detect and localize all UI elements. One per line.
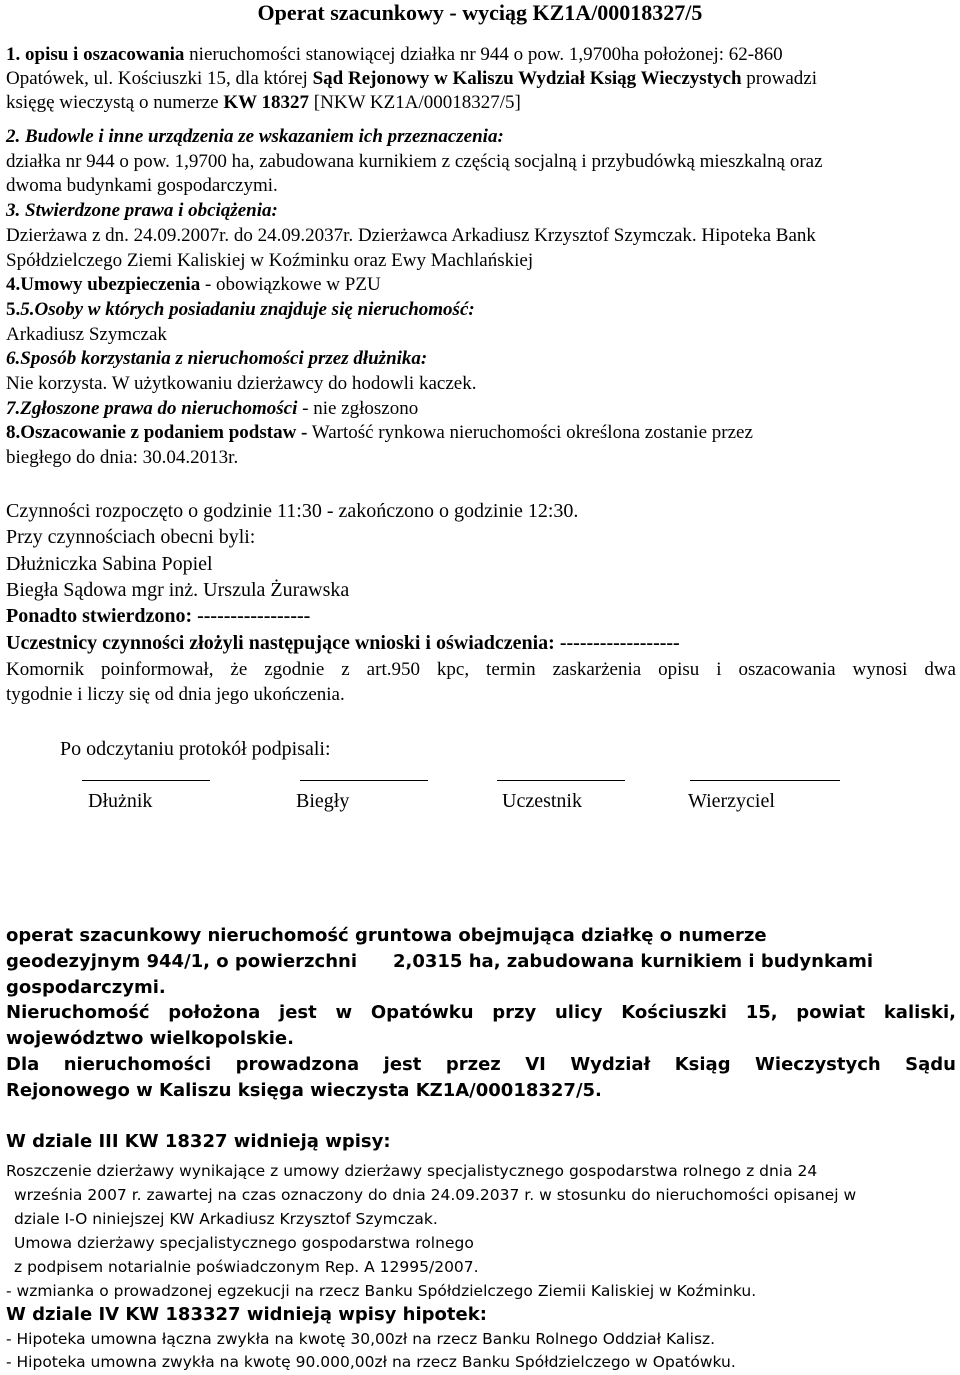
- section-1-text: nieruchomości stanowiącej działka nr 944 o pow. 1,9700ha położonej: 62-860: [184, 44, 783, 65]
- signature-label-expert: Biegły: [296, 790, 350, 812]
- section-7-text: - nie zgłoszono: [297, 398, 419, 419]
- signature-line-creditor: [690, 780, 840, 781]
- summary-line-3: gospodarczymi.: [6, 977, 166, 998]
- section-3-heading: 3. Stwierdzone prawa i obciążenia:: [6, 200, 278, 221]
- section-2-heading: 2. Budowle i inne urządzenia ze wskazaniem ich przeznaczenia:: [6, 126, 504, 147]
- signature-label-participant: Uczestnik: [502, 790, 582, 812]
- section-8: [6, 422, 753, 444]
- summary-line-4: Nieruchomość położona jest w Opatówku przy ulicy Kościuszki 15, powiat kaliski,: [6, 1002, 956, 1023]
- summary-line-6: Dla nieruchomości prowadzona jest przez VI Wydział Ksiąg Wieczystych Sądu: [6, 1054, 956, 1075]
- section-8-line-2: biegłego do dnia: 30.04.2013r.: [6, 447, 239, 468]
- section-7-heading: 7.Zgłoszone prawa do nieruchomości: [6, 398, 298, 419]
- section-5-text: Arkadiusz Szymczak: [6, 324, 167, 345]
- present-expert: Biegła Sądowa mgr inż. Urszula Żurawska: [6, 579, 350, 601]
- section-7: [6, 398, 418, 420]
- summary-line-5: województwo wielkopolskie.: [6, 1028, 294, 1049]
- nkw-number: [NKW KZ1A/00018327/5]: [309, 92, 521, 113]
- section-1-line-3: [6, 92, 521, 114]
- section-5-heading: [6, 299, 475, 321]
- kw4-line-1: - Hipoteka umowna łączna zwykła na kwotę 30,00zł na rzecz Banku Rolnego Oddział Kalisz.: [6, 1330, 716, 1348]
- section-3-line-2: Spółdzielczego Ziemi Kaliskiej w Koźminku oraz Ewy Machlańskiej: [6, 250, 534, 271]
- section-1-text-2: prowadzi: [741, 68, 817, 89]
- kw3-line-1: Roszczenie dzierżawy wynikające z umowy dzierżawy specjalistycznego gospodarstwa rolnego z dnia 24: [6, 1162, 818, 1180]
- bailiff-info-line-1: Komornik poinformował, że zgodnie z art.950 kpc, termin zaskarżenia opisu i oszacowania wynosi dwa: [6, 659, 956, 680]
- page-title: Operat szacunkowy - wyciąg KZ1A/00018327/5: [257, 0, 703, 25]
- kw3-line-2: września 2007 r. zawartej na czas oznaczony do dnia 24.09.2037 r. w stosunku do nieruchomości opisanej w: [14, 1186, 857, 1204]
- section-1-text-3: księgę wieczystą o numerze: [6, 92, 224, 113]
- kw3-line-3: dziale I-O niniejszej KW Arkadiusz Krzysztof Szymczak.: [14, 1210, 438, 1228]
- section-8-text: Wartość rynkowa nieruchomości określona zostanie przez: [307, 422, 753, 443]
- summary-line-7: Rejonowego w Kaliszu księga wieczysta KZ1A/00018327/5.: [6, 1080, 602, 1101]
- present-label: Przy czynnościach obecni byli:: [6, 526, 256, 548]
- signed-label: Po odczytaniu protokół podpisali:: [60, 738, 331, 760]
- summary-line-2-b: 2,0315 ha, zabudowana kurnikiem i budynkami: [393, 951, 873, 972]
- signature-line-expert: [300, 780, 428, 781]
- kw4-heading: W dziale IV KW 183327 widnieją wpisy hipotek:: [6, 1304, 487, 1325]
- section-3-line-1: Dzierżawa z dn. 24.09.2007r. do 24.09.2037r. Dzierżawca Arkadiusz Krzysztof Szymczak. Hipoteka Bank: [6, 225, 816, 246]
- present-debtor: Dłużniczka Sabina Popiel: [6, 553, 213, 575]
- kw3-line-6: - wzmianka o prowadzonej egzekucji na rzecz Banku Spółdzielczego Ziemii Kaliskiej w Koźminku.: [6, 1282, 757, 1300]
- kw3-line-4: Umowa dzierżawy specjalistycznego gospodarstwa rolnego: [14, 1234, 474, 1252]
- summary-line-1: operat szacunkowy nieruchomość gruntowa obejmująca działkę o numerze: [6, 925, 767, 946]
- kw4-line-2: - Hipoteka umowna zwykła na kwotę 90.000,00zł na rzecz Banku Spółdzielczego w Opatówku.: [6, 1353, 736, 1371]
- signature-label-creditor: Wierzyciel: [688, 790, 775, 812]
- section-1-address: Opatówek, ul. Kościuszki 15, dla której: [6, 68, 313, 89]
- signature-line-participant: [497, 780, 625, 781]
- further-findings: Ponadto stwierdzono: -----------------: [6, 605, 311, 627]
- court-name: Sąd Rejonowy w Kaliszu Wydział Ksiąg Wieczystych: [312, 68, 742, 89]
- summary-line-2-a: geodezyjnym 944/1, o powierzchni: [6, 951, 357, 972]
- section-2-line-1: działka nr 944 o pow. 1,9700 ha, zabudowana kurnikiem z częścią socjalną i przybudówką mieszkalną oraz: [6, 151, 823, 172]
- signature-line-debtor: [82, 780, 210, 781]
- kw3-heading: W dziale III KW 18327 widnieją wpisy:: [6, 1131, 391, 1152]
- summary-line-2: [6, 951, 873, 972]
- signature-label-debtor: Dłużnik: [88, 790, 153, 812]
- section-2-line-2: dwoma budynkami gospodarczymi.: [6, 175, 278, 196]
- activity-times: Czynności rozpoczęto o godzinie 11:30 - zakończono o godzinie 12:30.: [6, 500, 579, 522]
- section-4-heading: 4.Umowy ubezpieczenia: [6, 274, 201, 295]
- section-4: [6, 274, 381, 296]
- kw-number: KW 18327: [223, 92, 310, 113]
- section-6-text: Nie korzysta. W użytkowaniu dzierżawcy do hodowli kaczek.: [6, 373, 477, 394]
- section-1-line-1: [6, 44, 783, 66]
- participant-motions: Uczestnicy czynności złożyli następujące wnioski i oświadczenia: ------------------: [6, 632, 680, 654]
- section-1-line-2: [6, 68, 817, 90]
- section-8-heading: 8.Oszacowanie z podaniem podstaw -: [6, 422, 308, 443]
- section-5-heading-text: 5.Osoby w których posiadaniu znajduje się nieruchomość:: [20, 299, 475, 320]
- section-5-num: 5.: [6, 299, 21, 320]
- section-4-text: - obowiązkowe w PZU: [200, 274, 381, 295]
- section-6-heading: 6.Sposób korzystania z nieruchomości przez dłużnika:: [6, 348, 428, 369]
- section-1-number: 1. opisu i oszacowania: [6, 44, 185, 65]
- bailiff-info-line-2: tygodnie i liczy się od dnia jego ukończenia.: [6, 684, 345, 705]
- kw3-line-5: z podpisem notarialnie poświadczonym Rep. A 12995/2007.: [14, 1258, 479, 1276]
